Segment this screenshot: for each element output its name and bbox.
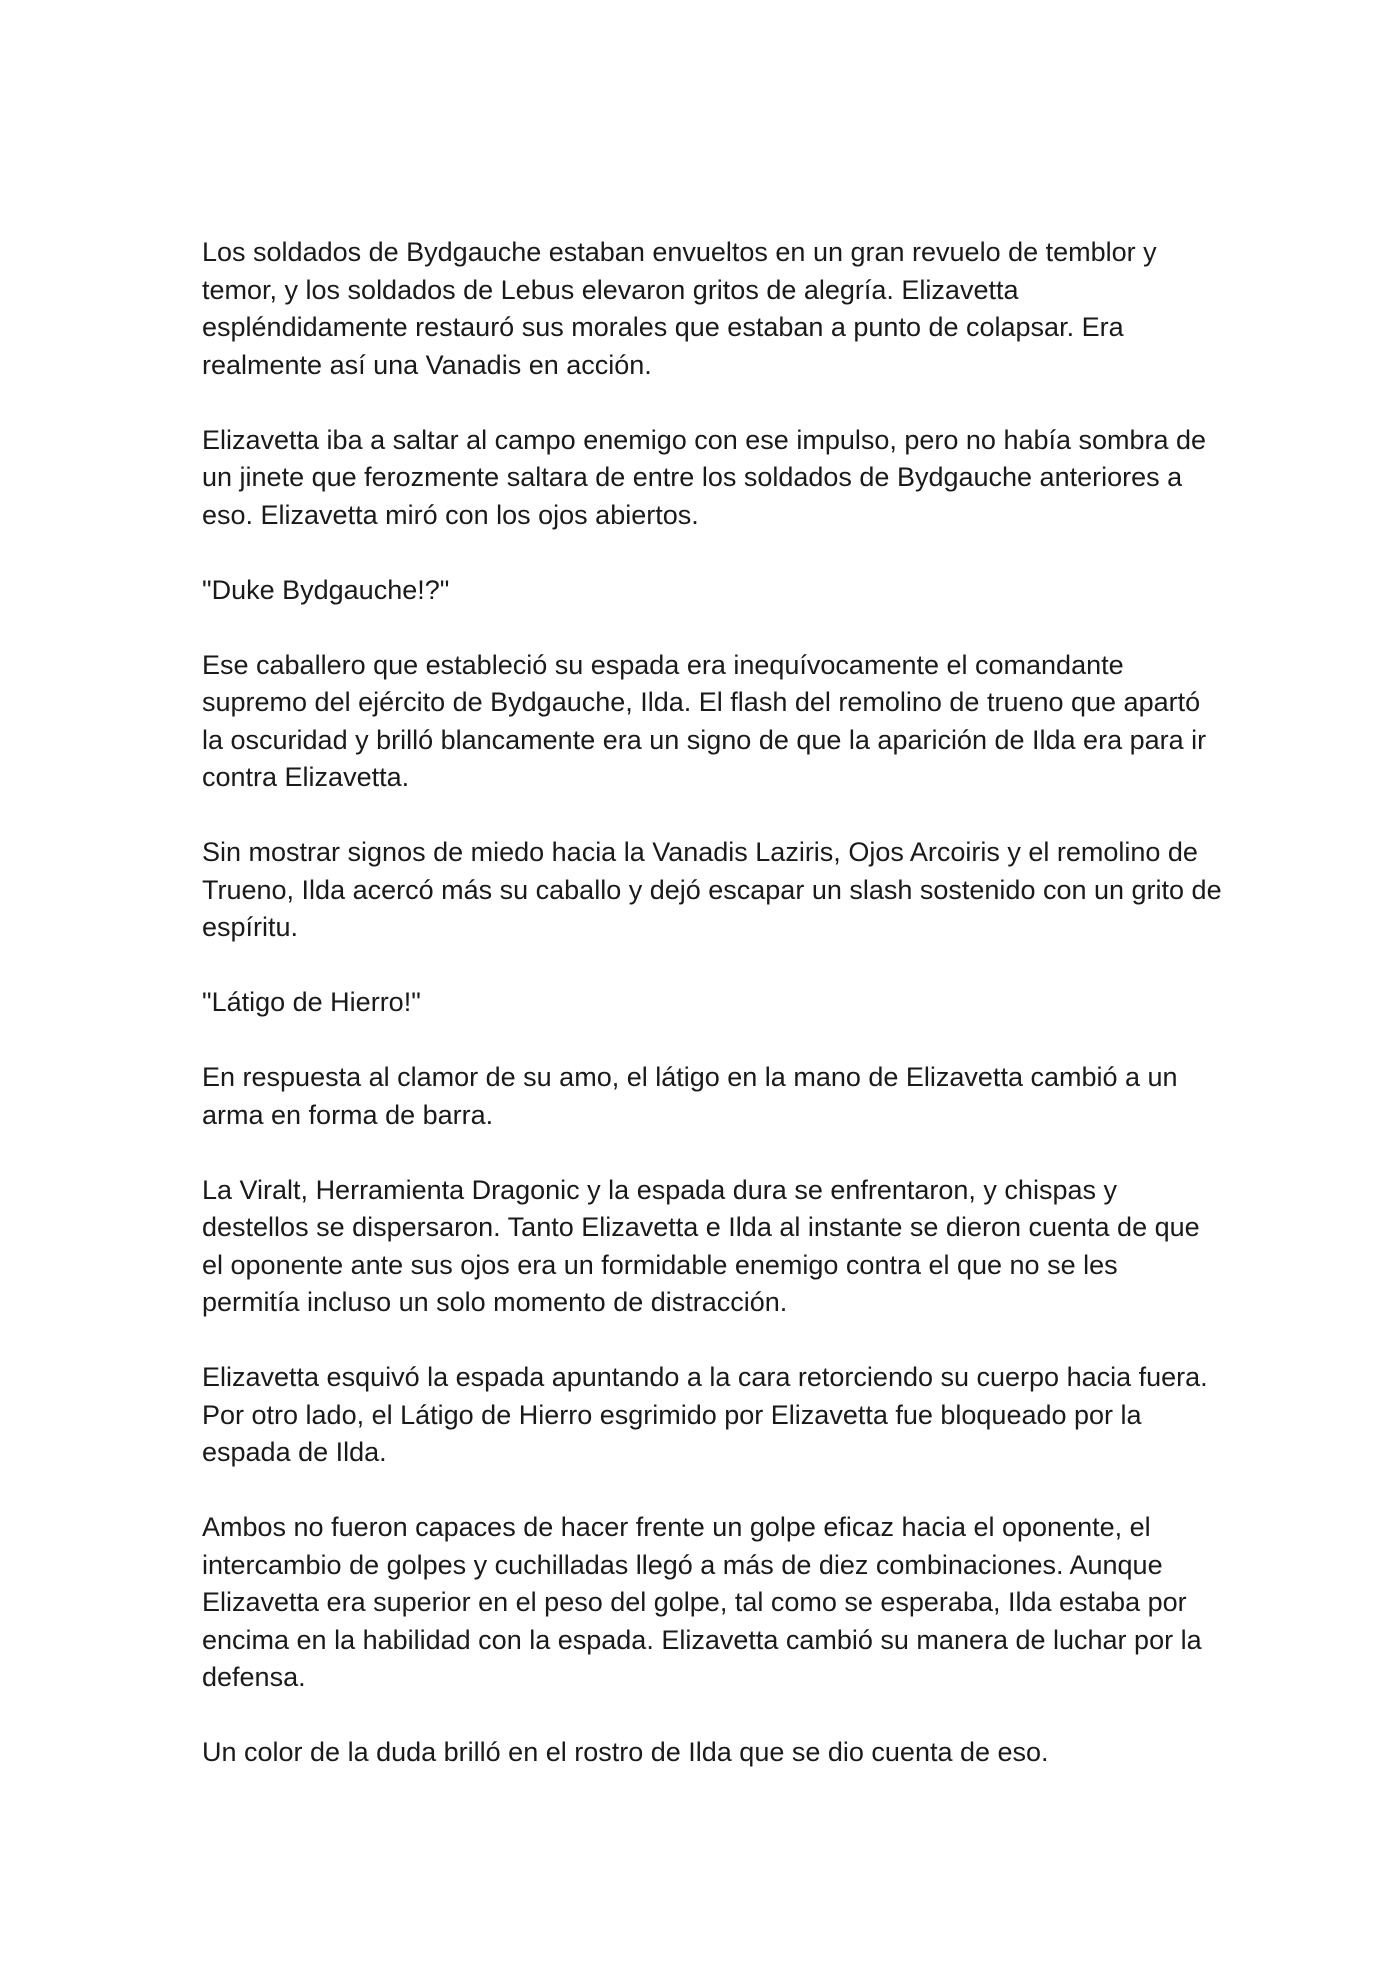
dialogue-line: "Duke Bydgauche!?" xyxy=(202,574,450,605)
paragraph: En respuesta al clamor de su amo, el látigo en la mano de Elizavetta cambió a un arma en forma de barra. xyxy=(202,1062,1178,1130)
paragraph: Un color de la duda brilló en el rostro de Ilda que se dio cuenta de eso. xyxy=(202,1737,1049,1767)
paragraph: Elizavetta esquivó la espada apuntando a la cara retorciendo su cuerpo hacia fuera. Por otro lado, el Látigo de Hierro esgrimido por Elizavetta fue bloqueado por la espada de Ilda. xyxy=(202,1362,1208,1467)
body-text xyxy=(202,234,1222,1772)
paragraph: Los soldados de Bydgauche estaban envueltos en un gran revuelo de temblor y temor, y los soldados de Lebus elevaron gritos de alegría. Elizavetta espléndidamente restauró sus morales que estaban a punto de colapsar. Era realmente así una Vanadis en acción. xyxy=(202,237,1157,380)
paragraph: Sin mostrar signos de miedo hacia la Vanadis Laziris, Ojos Arcoiris y el remolino de Trueno, Ilda acercó más su caballo y dejó escapar un slash sostenido con un grito de espíritu. xyxy=(202,837,1222,942)
dialogue-line: "Látigo de Hierro!" xyxy=(202,987,421,1017)
paragraph: Ese caballero que estableció su espada era inequívocamente el comandante supremo del ejército de Bydgauche, Ilda. El flash del remolino de trueno que apartó la oscuridad y brilló blancamente era un signo de que la aparición de Ilda era para ir contra Elizavetta. xyxy=(202,649,1207,792)
paragraph: Elizavetta iba a saltar al campo enemigo con ese impulso, pero no había sombra de un jinete que ferozmente saltara de entre los soldados de Bydgauche anteriores a eso. Elizavetta miró con los ojos abiertos. xyxy=(202,424,1207,530)
paragraph: La Viralt, Herramienta Dragonic y la espada dura se enfrentaron, y chispas y destellos se dispersaron. Tanto Elizavetta e Ilda al instante se dieron cuenta de que el oponente ante sus ojos era un formidable enemigo contra el que no se les permitía incluso un solo momento de distracción. xyxy=(202,1174,1200,1317)
paragraph: Ambos no fueron capaces de hacer frente un golpe eficaz hacia el oponente, el intercambio de golpes y cuchilladas llegó a más de diez combinaciones. Aunque Elizavetta era superior en el peso del golpe, tal como se esperaba, Ilda estaba por encima en la habilidad con la espada. Elizavetta cambió su manera de luchar por la defensa. xyxy=(202,1512,1202,1692)
